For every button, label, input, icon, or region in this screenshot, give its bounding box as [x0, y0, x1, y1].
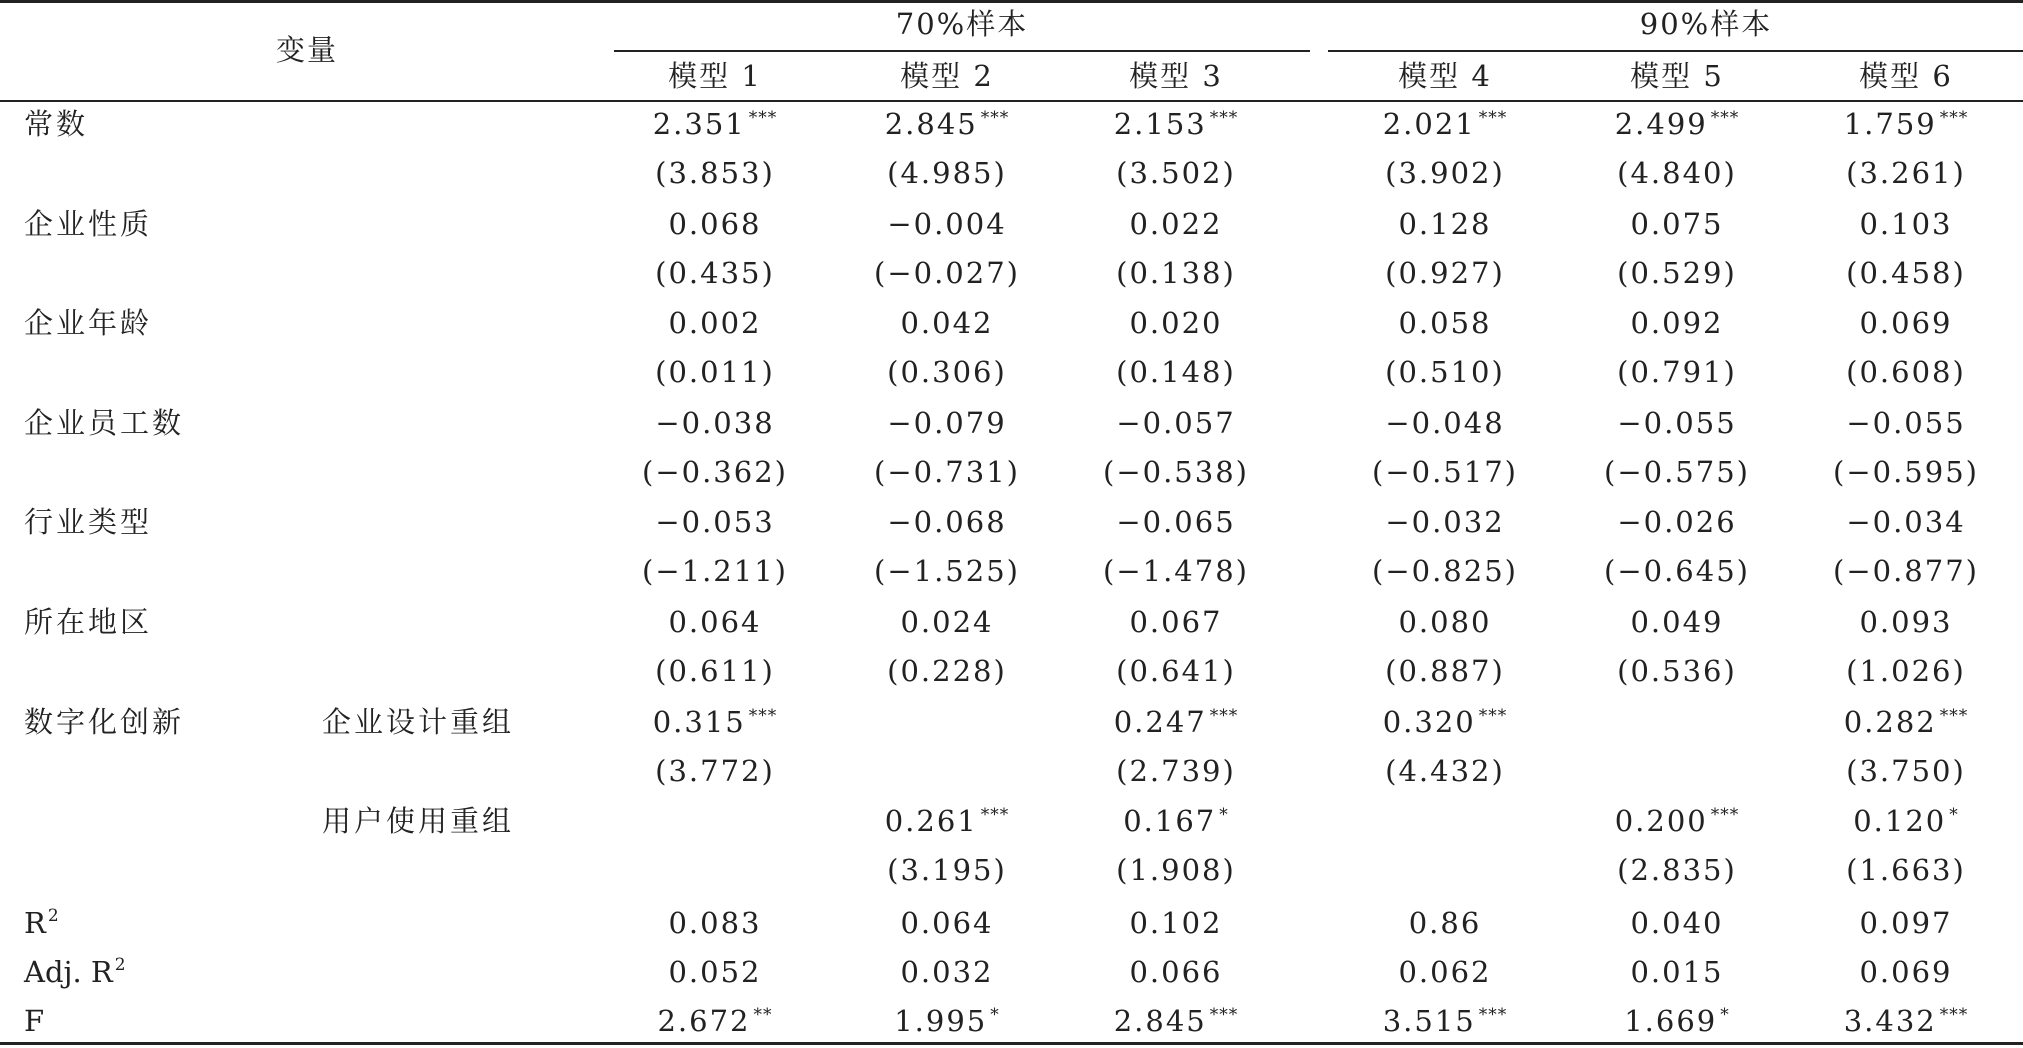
row-label: 企业年龄: [24, 306, 153, 341]
coef-cell: [1129, 604, 1222, 640]
cell-value: 2.351: [652, 107, 746, 141]
cell-value: 0.064: [668, 605, 762, 639]
coef-cell: [1116, 405, 1235, 441]
cell-value: 0.102: [1129, 906, 1223, 940]
coef-cell: [900, 604, 993, 640]
coef-cell: [1383, 106, 1508, 147]
group-rule-70: [614, 50, 1310, 52]
cell-value: 0.093: [1859, 605, 1953, 639]
cell-value: 2.672: [657, 1004, 751, 1038]
cell-value: 0.315: [652, 704, 746, 739]
t-stat-cell: (−1.211): [642, 554, 788, 589]
t-stat-cell: (−0.645): [1604, 554, 1750, 589]
significance-stars: ***: [1939, 1005, 1969, 1025]
cell-value: 0.066: [1129, 955, 1223, 989]
t-stat-cell: (0.228): [887, 654, 1007, 688]
cell-value: −0.004: [887, 206, 1007, 241]
coef-cell: [887, 405, 1006, 441]
stat-cell: [1624, 1003, 1730, 1044]
significance-stars: ***: [1478, 705, 1508, 726]
coef-cell: [653, 704, 778, 745]
cell-value: 0.020: [1129, 306, 1223, 341]
significance-stars: ***: [1939, 705, 1969, 726]
cell-value: 0.064: [900, 906, 994, 940]
t-stat-cell: (3.502): [1116, 156, 1236, 190]
stat-cell: [1409, 905, 1482, 941]
t-stat-cell: (0.536): [1617, 654, 1737, 688]
significance-stars: **: [753, 1005, 773, 1025]
cell-value: 0.075: [1630, 206, 1724, 241]
coef-cell: [1116, 504, 1235, 540]
significance-stars: ***: [980, 108, 1010, 128]
coef-cell: [1114, 704, 1239, 745]
t-stat-cell: (−0.517): [1372, 454, 1518, 489]
t-stat-cell: (−0.731): [874, 454, 1020, 489]
coef-cell: [1859, 206, 1952, 242]
cell-value: 3.515: [1382, 1004, 1476, 1038]
significance-stars: ***: [1209, 705, 1239, 726]
t-stat-cell: (4.985): [887, 156, 1007, 190]
stat-label: [24, 1003, 44, 1039]
cell-value: 0.062: [1398, 955, 1492, 989]
t-stat-cell: (3.750): [1846, 753, 1966, 788]
t-stat-cell: (0.608): [1846, 355, 1966, 390]
cell-value: 0.167: [1123, 804, 1217, 839]
cell-value: 0.097: [1859, 906, 1953, 940]
cell-value: 0.092: [1630, 306, 1724, 341]
cell-value: −0.057: [1116, 405, 1236, 440]
cell-value: 0.200: [1614, 804, 1708, 839]
cell-value: 1.759: [1843, 107, 1937, 141]
t-stat-cell: (0.641): [1116, 654, 1236, 688]
significance-stars: ***: [748, 705, 778, 726]
t-stat-cell: (−0.595): [1833, 454, 1979, 489]
t-stat-cell: (3.853): [655, 156, 775, 190]
cell-value: −0.053: [655, 505, 775, 540]
cell-value: −0.079: [887, 405, 1007, 440]
cell-value: 0.069: [1859, 306, 1953, 341]
coef-cell: [1129, 305, 1222, 341]
t-stat-cell: (1.908): [1116, 853, 1236, 888]
cell-value: 0.103: [1859, 206, 1953, 241]
cell-value: −0.055: [1617, 405, 1737, 440]
t-stat-cell: (−0.825): [1372, 554, 1518, 589]
row-label: 企业员工数: [24, 405, 185, 440]
cell-value: 2.845: [1113, 1004, 1207, 1038]
stat-label-superscript: 2: [47, 906, 59, 926]
t-stat-cell: (0.887): [1385, 654, 1505, 688]
model-header-5: 模型 5: [1630, 59, 1724, 93]
significance-stars: ***: [1209, 108, 1239, 128]
table-top-rule: [0, 0, 2023, 3]
significance-stars: ***: [1710, 805, 1740, 826]
stat-cell: [894, 1003, 1000, 1044]
t-stat-cell: (0.011): [655, 355, 775, 390]
cell-value: −0.038: [655, 405, 775, 440]
t-stat-cell: (0.148): [1116, 355, 1236, 390]
stat-cell: [657, 1003, 772, 1044]
stat-cell: [668, 905, 761, 941]
significance-stars: ***: [1478, 1005, 1508, 1025]
coef-cell: [668, 604, 761, 640]
stat-cell: [1844, 1003, 1969, 1044]
t-stat-cell: (0.435): [655, 255, 775, 290]
header-rule: [0, 100, 2023, 102]
significance-stars: ***: [1710, 108, 1740, 128]
cell-value: −0.034: [1846, 505, 1966, 540]
cell-value: 2.499: [1614, 107, 1708, 141]
stat-cell: [1859, 905, 1952, 941]
t-stat-cell: (0.611): [655, 654, 775, 688]
cell-value: 0.040: [1630, 906, 1724, 940]
model-header-2: 模型 2: [900, 59, 994, 93]
cell-value: 1.669: [1624, 1004, 1718, 1038]
coef-cell: [1617, 405, 1736, 441]
stat-label-text: R: [24, 906, 46, 940]
t-stat-cell: (0.458): [1846, 255, 1966, 290]
row-label: 行业类型: [24, 505, 153, 540]
coef-cell: [1846, 504, 1965, 540]
significance-stars: *: [990, 1005, 1000, 1025]
coef-cell: [668, 206, 761, 242]
significance-stars: ***: [1478, 108, 1508, 128]
coef-cell: [1385, 405, 1504, 441]
cell-value: −0.055: [1846, 405, 1966, 440]
stat-cell: [900, 954, 993, 990]
coef-cell: [1844, 106, 1969, 147]
coef-cell: [653, 106, 778, 147]
coef-cell: [1630, 206, 1723, 242]
cell-value: 0.069: [1859, 955, 1953, 989]
coef-cell: [1615, 106, 1740, 147]
row-sublabel: 企业设计重组: [322, 704, 515, 739]
group-header-70: 70%样本: [895, 7, 1029, 41]
cell-value: 0.022: [1129, 206, 1223, 241]
cell-value: 0.058: [1398, 306, 1492, 341]
t-stat-cell: (2.835): [1617, 853, 1737, 888]
t-stat-cell: (3.195): [887, 853, 1007, 888]
significance-stars: ***: [1939, 108, 1969, 128]
coef-cell: [1114, 106, 1239, 147]
row-sublabel: 用户使用重组: [322, 804, 515, 839]
cell-value: 0.042: [900, 306, 994, 341]
significance-stars: *: [1219, 805, 1229, 826]
cell-value: −0.032: [1385, 505, 1505, 540]
cell-value: 0.083: [668, 906, 762, 940]
stat-cell: [1114, 1003, 1239, 1044]
stat-cell: [900, 905, 993, 941]
t-stat-cell: (0.927): [1385, 255, 1505, 290]
coef-cell: [1859, 305, 1952, 341]
coef-cell: [1398, 604, 1491, 640]
stat-label-superscript: 2: [114, 955, 126, 975]
coef-cell: [1846, 405, 1965, 441]
t-stat-cell: (0.791): [1617, 355, 1737, 390]
coef-cell: [1630, 604, 1723, 640]
t-stat-cell: (0.510): [1385, 355, 1505, 390]
coef-cell: [1859, 604, 1952, 640]
cell-value: −0.048: [1385, 405, 1505, 440]
cell-value: −0.068: [887, 505, 1007, 540]
cell-value: 0.032: [900, 955, 994, 989]
cell-value: −0.065: [1116, 505, 1236, 540]
stat-label-text: Adj. R: [24, 955, 113, 989]
coef-cell: [1615, 803, 1740, 844]
coef-cell: [900, 305, 993, 341]
stat-cell: [1129, 954, 1222, 990]
significance-stars: ***: [1209, 1005, 1239, 1025]
stat-cell: [1630, 905, 1723, 941]
coef-cell: [1617, 504, 1736, 540]
coef-cell: [655, 504, 774, 540]
coef-cell: [1398, 206, 1491, 242]
cell-value: 0.128: [1398, 206, 1492, 241]
t-stat-cell: (−0.877): [1833, 554, 1979, 589]
coef-cell: [1630, 305, 1723, 341]
t-stat-cell: (1.026): [1846, 654, 1966, 688]
cell-value: 1.995: [894, 1004, 988, 1038]
t-stat-cell: (3.772): [655, 753, 775, 788]
t-stat-cell: (−1.525): [874, 554, 1020, 589]
cell-value: 2.153: [1113, 107, 1207, 141]
t-stat-cell: (4.432): [1385, 753, 1505, 788]
coef-cell: [1383, 704, 1508, 745]
cell-value: 3.432: [1843, 1004, 1937, 1038]
coef-cell: [1123, 803, 1229, 844]
t-stat-cell: (0.138): [1116, 255, 1236, 290]
cell-value: 0.002: [668, 306, 762, 341]
stat-cell: [1383, 1003, 1508, 1044]
t-stat-cell: (−1.478): [1103, 554, 1249, 589]
significance-stars: *: [1720, 1005, 1730, 1025]
model-header-4: 模型 4: [1398, 59, 1492, 93]
coef-cell: [1385, 504, 1504, 540]
stat-label: [24, 905, 59, 946]
cell-value: 2.021: [1382, 107, 1476, 141]
cell-value: 0.024: [900, 605, 994, 639]
t-stat-cell: (0.306): [887, 355, 1007, 390]
coef-cell: [1129, 206, 1222, 242]
significance-stars: *: [1949, 805, 1959, 826]
cell-value: −0.026: [1617, 505, 1737, 540]
cell-value: 0.261: [884, 804, 978, 839]
stat-label: [24, 954, 126, 995]
t-stat-cell: (3.902): [1385, 156, 1505, 190]
coef-cell: [1853, 803, 1959, 844]
t-stat-cell: (−0.538): [1103, 454, 1249, 489]
stat-label-text: F: [24, 1004, 45, 1038]
cell-value: 0.247: [1113, 704, 1207, 739]
model-header-1: 模型 1: [668, 59, 762, 93]
coef-cell: [655, 405, 774, 441]
cell-value: 0.049: [1630, 605, 1724, 639]
significance-stars: ***: [748, 108, 778, 128]
table-bottom-rule: [0, 1042, 2023, 1045]
model-header-3: 模型 3: [1129, 59, 1223, 93]
stat-cell: [1129, 905, 1222, 941]
cell-value: 0.015: [1630, 955, 1724, 989]
stat-cell: [1859, 954, 1952, 990]
variable-header: 变量: [275, 33, 339, 67]
t-stat-cell: (1.663): [1846, 853, 1966, 888]
cell-value: 2.845: [884, 107, 978, 141]
coef-cell: [1398, 305, 1491, 341]
cell-value: 0.067: [1129, 605, 1223, 639]
cell-value: 0.080: [1398, 605, 1492, 639]
group-rule-90: [1328, 50, 2023, 52]
group-header-90: 90%样本: [1639, 7, 1773, 41]
coef-cell: [885, 803, 1010, 844]
row-label: 所在地区: [24, 605, 153, 639]
cell-value: 0.120: [1853, 804, 1947, 839]
row-label: 企业性质: [24, 206, 153, 241]
t-stat-cell: (−0.027): [874, 255, 1020, 290]
coef-cell: [887, 504, 1006, 540]
t-stat-cell: (−0.575): [1604, 454, 1750, 489]
row-label: 数字化创新: [24, 704, 185, 739]
t-stat-cell: (4.840): [1617, 156, 1737, 190]
coef-cell: [668, 305, 761, 341]
coef-cell: [885, 106, 1010, 147]
stat-cell: [1398, 954, 1491, 990]
cell-value: 0.052: [668, 955, 762, 989]
t-stat-cell: (−0.362): [642, 454, 788, 489]
cell-value: 0.068: [668, 206, 762, 241]
cell-value: 0.320: [1382, 704, 1476, 739]
stat-cell: [1630, 954, 1723, 990]
stat-cell: [668, 954, 761, 990]
t-stat-cell: (0.529): [1617, 255, 1737, 290]
row-label: 常数: [24, 107, 89, 141]
t-stat-cell: (2.739): [1116, 753, 1236, 788]
coef-cell: [1844, 704, 1969, 745]
cell-value: 0.282: [1843, 704, 1937, 739]
cell-value: 0.86: [1408, 906, 1482, 940]
model-header-6: 模型 6: [1859, 59, 1953, 93]
significance-stars: ***: [980, 805, 1010, 826]
coef-cell: [887, 206, 1006, 242]
t-stat-cell: (3.261): [1846, 156, 1966, 190]
